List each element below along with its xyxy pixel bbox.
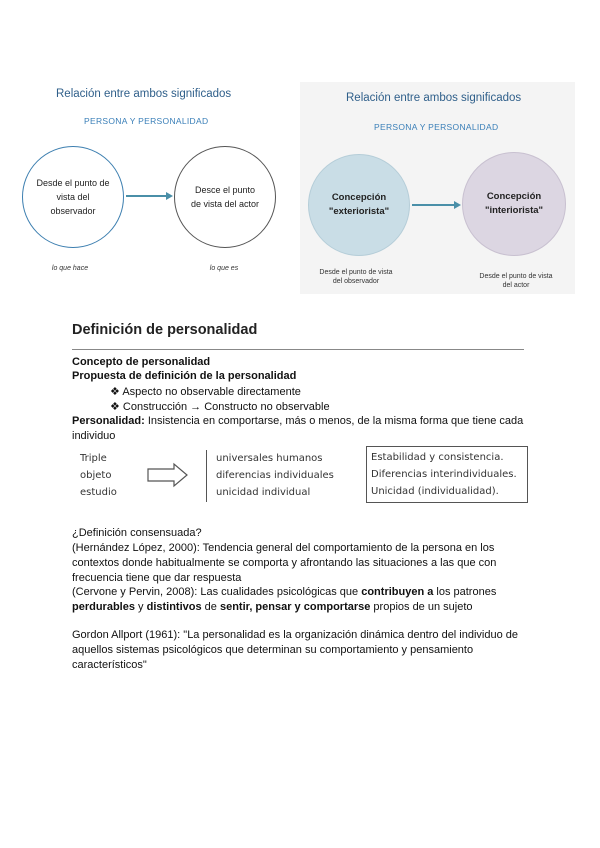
circle-exteriorista-label: Concepción "exteriorista" (328, 192, 390, 217)
allport-definition: Gordon Allport (1961): "La personalidad es la organización dinámica dentro del individuo de aquellos sistemas psicológicos que determinan su comportamiento y pensamiento característicos" (72, 629, 519, 671)
circle-actor-label: Desce el punto de vista del actor (190, 185, 260, 209)
triple-right-box (366, 446, 528, 503)
triple-middle (216, 450, 334, 501)
personalidad-text: Insistencia en comportarse, más o menos, de la misma forma que tiene cada individuo (72, 415, 524, 442)
divider (72, 349, 524, 350)
table-separator (206, 450, 207, 502)
circle-actor (174, 146, 276, 248)
diagram-right (300, 82, 575, 294)
personalidad-definition (72, 414, 532, 444)
diamond-bullet-icon: ❖ (110, 401, 123, 413)
arrow-icon (412, 199, 462, 211)
bullet-text: Construcción → Constructo no observable (122, 401, 330, 413)
bullet-item (110, 385, 301, 400)
triple-left-item: Triple (80, 453, 107, 464)
proposal-label: Propuesta de definición de la personalidad (72, 370, 297, 382)
circle-observer-label: Desde el punto de vista del observador (36, 178, 110, 216)
circle-exteriorista (308, 154, 410, 256)
diagram-right-title: Relación entre ambos significados (346, 92, 522, 104)
concept-label: Concepto de personalidad (72, 356, 211, 368)
triple-left-item: objeto (80, 470, 112, 481)
triple-left (80, 450, 117, 501)
bullet-text: Aspecto no observable directamente (122, 386, 301, 398)
diagram-left (22, 82, 292, 292)
diagram-right-subtitle: PERSONA Y PERSONALIDAD (374, 122, 499, 132)
triple-middle-item: diferencias individuales (216, 470, 334, 481)
arrow-icon (126, 190, 174, 202)
circle-interiorista-label: Concepción "interiorista" (484, 191, 544, 216)
circle-observer (22, 146, 124, 248)
arrow-outline-icon (146, 462, 190, 488)
hernandez-definition: (Hernández López, 2000): Tendencia general del comportamiento de la persona en los contextos donde habitualmente se comporta y afrontando las situaciones a las que con frecuencia tiene que dar respuesta (72, 542, 497, 584)
triple-left-item: estudio (80, 487, 117, 498)
diamond-bullet-icon: ❖ (110, 386, 123, 398)
triple-right-item: Estabilidad y consistencia. (371, 452, 504, 463)
cervone-definition: (Cervone y Pervin, 2008): Las cualidades psicológicas que contribuyen a los patrones perdurables y distintivos de sentir, pensar y comportarse propios de un sujeto (72, 586, 497, 613)
caption-es: lo que es (209, 265, 239, 272)
triple-middle-item: unicidad individual (216, 487, 311, 498)
diagram-left-subtitle: PERSONA Y PERSONALIDAD (84, 116, 209, 126)
section-heading: Definición de personalidad (72, 322, 258, 338)
triple-right-item: Unicidad (individualidad). (371, 486, 499, 497)
triple-right-item: Diferencias interindividuales. (371, 469, 517, 480)
caption-actor: Desde el punto de vista del actor (479, 273, 553, 289)
diagram-left-title: Relación entre ambos significados (56, 88, 232, 100)
bullet-item (110, 400, 330, 415)
question: ¿Definición consensuada? (72, 527, 202, 539)
personalidad-label: Personalidad: (72, 415, 145, 427)
caption-hace: lo que hace (51, 265, 89, 272)
caption-observador: Desde el punto de vista del observador (319, 269, 393, 285)
circle-interiorista (462, 152, 566, 256)
triple-middle-item: universales humanos (216, 453, 323, 464)
